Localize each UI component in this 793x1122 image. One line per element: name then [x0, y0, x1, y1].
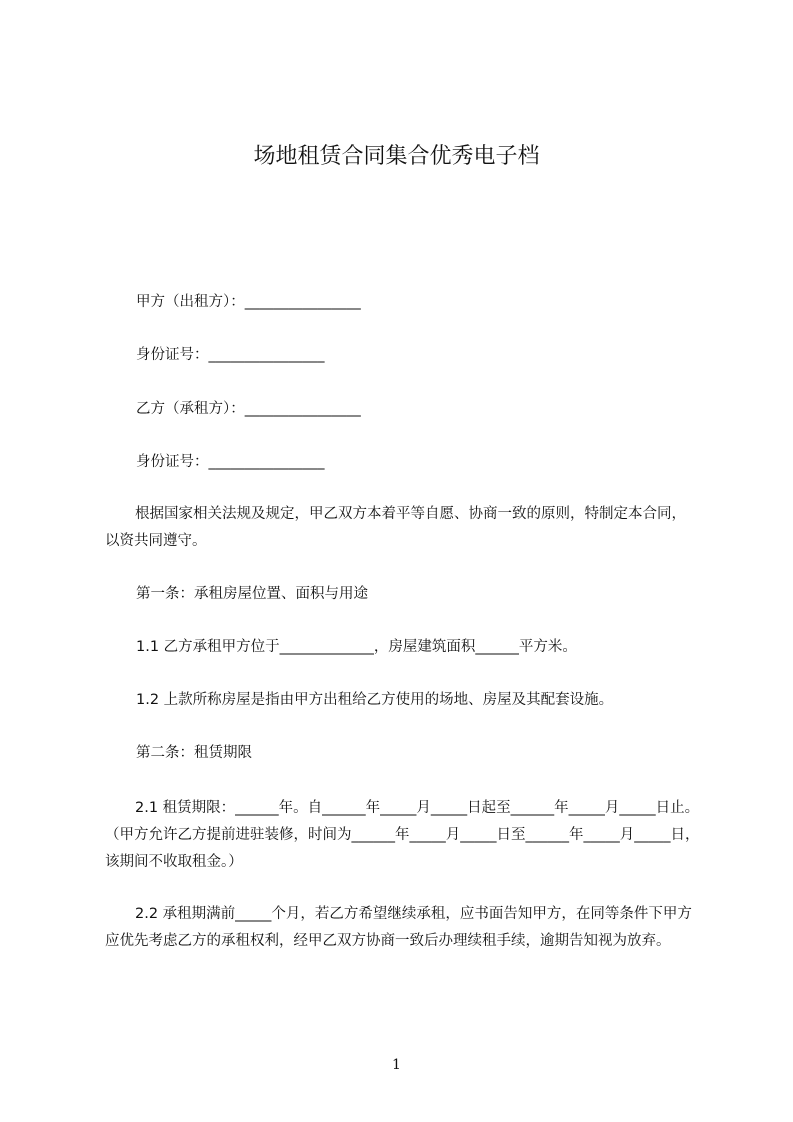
party-b-id-line: 身份证号：________________ [136, 454, 325, 470]
article-1-heading: 第一条：承租房屋位置、面积与用途 [136, 586, 368, 602]
page-number: 1 [392, 1057, 401, 1073]
party-a-line: 甲方（出租方）：________________ [136, 294, 361, 310]
clause-2-1: 2.1 租赁期限：______年。自______年_____月_____日起至______年_____月_____日止。（甲方允许乙方提前进驻装修，时间为______年_____月_____日至______年_____月_____日，该期间不收取租金。） [105, 800, 700, 870]
clause-2-2: 2.2 承租期满前_____个月，若乙方希望继续承租，应书面告知甲方，在同等条件下甲方应优先考虑乙方的承租权利，经甲乙双方协商一致后办理续租手续，逾期告知视为放弃。 [105, 906, 692, 949]
party-b-line: 乙方（承租方）：________________ [136, 401, 361, 417]
clause-1-2: 1.2 上款所称房屋是指由甲方出租给乙方使用的场地、房屋及其配套设施。 [136, 692, 614, 708]
article-2-heading: 第二条：租赁期限 [136, 745, 252, 761]
clause-1-1: 1.1 乙方承租甲方位于_____________，房屋建筑面积______平方米。 [136, 639, 577, 655]
preamble-paragraph: 根据国家相关法规及规定，甲乙双方本着平等自愿、协商一致的原则，特制定本合同，以资共同遵守。 [105, 506, 686, 549]
party-a-id-line: 身份证号：________________ [136, 347, 325, 363]
document-title: 场地租赁合同集合优秀电子档 [253, 144, 540, 169]
